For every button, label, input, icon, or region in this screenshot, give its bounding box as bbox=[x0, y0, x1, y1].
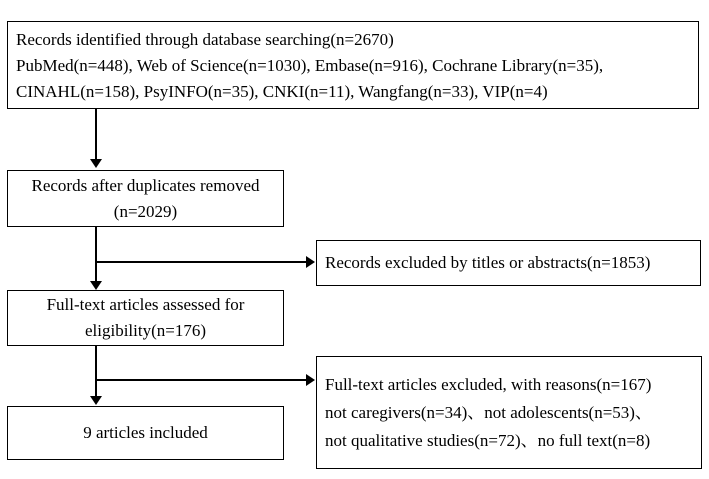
box-excluded-fulltext bbox=[316, 356, 702, 469]
excluded-fulltext-line3: not qualitative studies(n=72)、no full text(n=8) bbox=[325, 430, 651, 450]
branch-line-to-excluded-titles bbox=[95, 261, 307, 263]
arrowhead-to-excluded-fulltext bbox=[306, 374, 315, 386]
box-excluded-titles-abstracts bbox=[316, 240, 701, 286]
duplicates-removed-line1: Records after duplicates removed bbox=[31, 175, 260, 195]
arrow-line-identified-to-duplicates bbox=[95, 109, 97, 160]
arrowhead-to-excluded-titles bbox=[306, 256, 315, 268]
duplicates-removed-line2: (n=2029) bbox=[113, 201, 178, 221]
box-articles-included bbox=[7, 406, 284, 460]
arrowhead-duplicates-to-fulltext bbox=[90, 281, 102, 290]
records-identified-sources: PubMed(n=448), Web of Science(n=1030), Embase(n=916), Cochrane Library(n=35), CINAHL(n=158), PsyINFO(n=35), CNKI(n=11), Wangfang(n=33), VIP(n=4) bbox=[16, 56, 604, 101]
box-fulltext-assessed bbox=[7, 290, 284, 346]
excluded-titles-text: Records excluded by titles or abstracts(n=1853) bbox=[325, 253, 651, 272]
box-records-identified bbox=[7, 21, 699, 109]
branch-line-to-excluded-fulltext bbox=[95, 379, 307, 381]
excluded-fulltext-line1: Full-text articles excluded, with reasons(n=167) bbox=[325, 374, 652, 394]
arrowhead-identified-to-duplicates bbox=[90, 159, 102, 168]
arrowhead-fulltext-to-included bbox=[90, 396, 102, 405]
fulltext-assessed-line2: eligibility(n=176) bbox=[84, 321, 207, 340]
arrow-line-duplicates-to-fulltext bbox=[95, 226, 97, 282]
records-identified-title: Records identified through database searching(n=2670) bbox=[16, 30, 394, 49]
arrow-line-fulltext-to-included bbox=[95, 345, 97, 397]
excluded-fulltext-line2: not caregivers(n=34)、not adolescents(n=53)、 bbox=[325, 402, 652, 422]
fulltext-assessed-line1: Full-text articles assessed for bbox=[46, 295, 245, 314]
box-duplicates-removed bbox=[7, 170, 284, 227]
articles-included-text: 9 articles included bbox=[83, 423, 208, 442]
